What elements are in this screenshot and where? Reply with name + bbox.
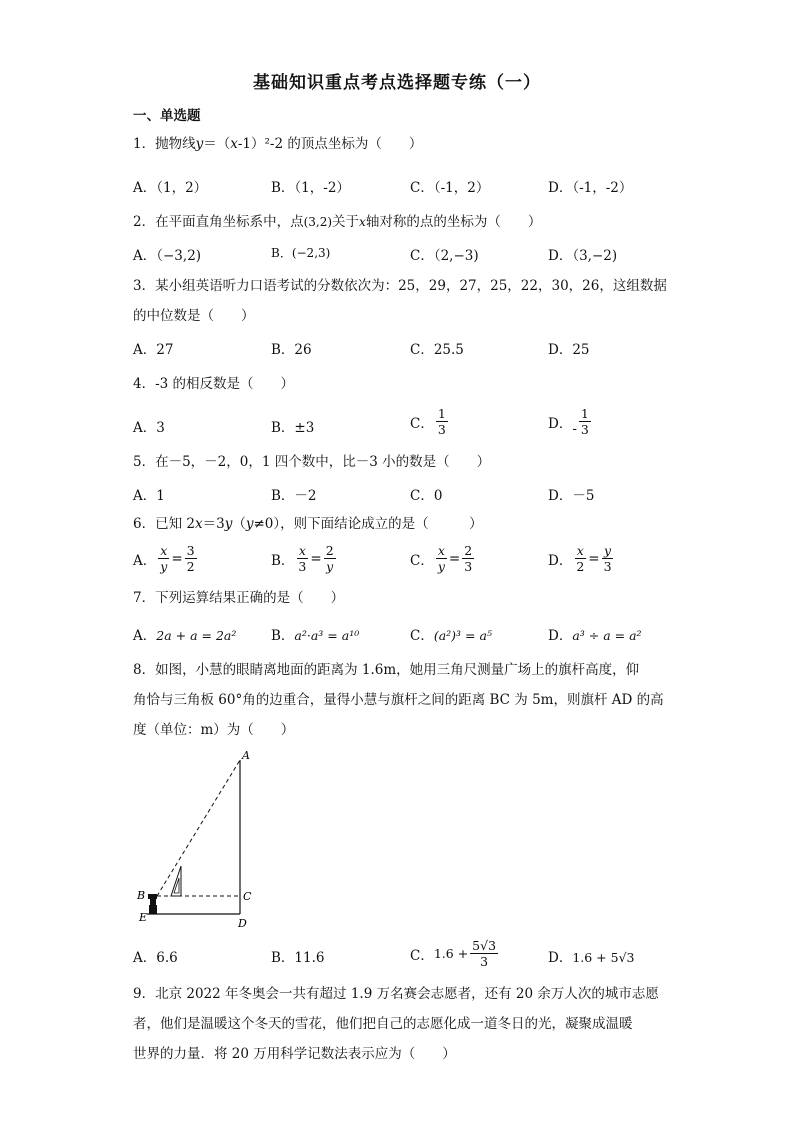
- q6-var-x: x: [194, 516, 203, 532]
- q2-text: 轴对称的点的坐标为（ ）: [365, 214, 542, 230]
- q6-b-left-fraction: [296, 543, 308, 574]
- q7-b-expression: a²·a³ = a¹⁰: [294, 628, 360, 643]
- q5-option-d[interactable]: D．－5: [548, 488, 595, 504]
- fraction-numerator: 3: [186, 543, 195, 558]
- question-6-stem: [133, 514, 483, 534]
- equals-sign: =: [171, 550, 183, 567]
- q1-option-c[interactable]: C．（-1，2）: [410, 180, 490, 196]
- fraction-denominator: 3: [580, 422, 589, 437]
- q3-option-d[interactable]: D．25: [548, 342, 590, 358]
- q4-option-b[interactable]: B．±3: [271, 420, 315, 436]
- fraction-numerator: y: [604, 543, 612, 558]
- q4-c-label: C．: [410, 415, 434, 432]
- q6-a-label: A．: [133, 552, 157, 569]
- q7-a-expression: 2a + a = 2a²: [156, 628, 237, 643]
- section-heading: 一、单选题: [133, 108, 201, 124]
- question-9-line-1: 9．北京 2022 年冬奥会一共有超过 1.9 万名赛会志愿者，还有 20 余万人次的城市志愿: [133, 986, 659, 1002]
- figure-label-b: B: [137, 889, 146, 902]
- question-8-line-2: 角恰与三角板 60°角的边重合，量得小慧与旗杆之间的距离 BC 为 5m，则旗杆 AD 的高: [133, 692, 664, 708]
- q2-option-d[interactable]: D．（3,−2): [548, 248, 618, 264]
- q2-point: (3,2): [303, 215, 333, 229]
- q4-c-fraction: [436, 406, 448, 437]
- q2-text: 关于: [332, 214, 360, 230]
- person-icon: [148, 894, 157, 914]
- q6-text: 6．已知 2: [133, 516, 195, 532]
- q6-d-label: D．: [548, 552, 573, 569]
- q6-d-right-fraction: [602, 543, 614, 574]
- q8-option-d[interactable]: [548, 946, 635, 966]
- fraction-denominator: 3: [480, 954, 489, 969]
- q3-option-c[interactable]: C．25.5: [410, 342, 464, 358]
- figure-label-a: A: [242, 749, 250, 762]
- fraction-denominator: 3: [603, 559, 612, 574]
- q7-option-b[interactable]: [271, 624, 359, 644]
- question-3-line-2: 的中位数是（ ）: [133, 308, 255, 324]
- fraction-numerator: x: [298, 543, 306, 558]
- q7-b-label: B．: [271, 628, 295, 644]
- q7-d-expression: a³ ÷ a = a²: [572, 628, 642, 643]
- q7-option-a[interactable]: [133, 624, 236, 644]
- q1-option-d[interactable]: D．（-1，-2）: [548, 180, 633, 196]
- q3-option-a[interactable]: A．27: [133, 342, 174, 358]
- question-1-stem: [133, 134, 422, 154]
- fraction-denominator: 2: [186, 559, 195, 574]
- q6-option-c[interactable]: [410, 543, 476, 574]
- question-2-stem: [133, 212, 541, 232]
- fraction-numerator: 1: [437, 406, 446, 421]
- q6-c-left-fraction: [436, 543, 447, 574]
- q8-c-prefix: 1.6 +: [433, 946, 469, 961]
- q6-a-right-fraction: [185, 543, 197, 574]
- question-4-stem: 4．-3 的相反数是（ ）: [133, 376, 295, 392]
- q6-text: ＝3: [202, 516, 225, 532]
- q1-var-x: x: [230, 136, 238, 152]
- question-3-line-1: 3．某小组英语听力口语考试的分数依次为：25，29，27，25，22，30，26，这组数据: [133, 278, 667, 294]
- q5-option-c[interactable]: C．0: [410, 488, 443, 504]
- q3-option-b[interactable]: B．26: [271, 342, 312, 358]
- q6-option-d[interactable]: [548, 543, 616, 574]
- page-title: 基础知识重点考点选择题专练（一）: [253, 73, 541, 93]
- q7-c-label: C．: [410, 628, 434, 644]
- fraction-numerator: x: [160, 543, 168, 558]
- q7-c-expression: (a²)³ = a⁵: [433, 628, 492, 643]
- fraction-numerator: 2: [325, 543, 334, 558]
- question-8-line-3: 度（单位：m）为（ ）: [133, 722, 295, 738]
- q8-option-a[interactable]: A．6.6: [133, 950, 178, 966]
- q6-b-right-fraction: [324, 543, 336, 574]
- figure-label-c: C: [243, 890, 252, 903]
- q1-text: ＝（: [203, 136, 231, 152]
- q8-c-label: C．: [410, 947, 434, 964]
- q1-option-a[interactable]: A．（1，2）: [133, 180, 208, 196]
- fraction-denominator: 3: [464, 559, 473, 574]
- equals-sign: =: [588, 550, 600, 567]
- fraction-denominator: 3: [298, 559, 307, 574]
- q4-option-a[interactable]: A．3: [133, 420, 165, 436]
- q8-d-label: D．: [548, 950, 573, 966]
- q6-a-left-fraction: [158, 543, 169, 574]
- q6-c-label: C．: [410, 552, 434, 569]
- question-9-line-3: 世界的力量．将 20 万用科学记数法表示应为（ ）: [133, 1046, 456, 1062]
- q4-option-d[interactable]: [548, 406, 593, 437]
- fraction-numerator: x: [576, 543, 584, 558]
- question-7-stem: 7．下列运算结果正确的是（ ）: [133, 590, 345, 606]
- q2-text: 2．在平面直角坐标系中，点: [133, 214, 304, 230]
- q6-text: ≠0），则下面结论成立的是（ ）: [253, 516, 483, 532]
- question-8-line-1: 8．如图，小慧的眼睛离地面的距离为 1.6m，她用三角尺测量广场上的旗杆高度，仰: [133, 662, 640, 678]
- q4-d-sign: -: [572, 420, 577, 437]
- q6-option-a[interactable]: [133, 543, 199, 574]
- fraction-denominator: 2: [576, 559, 585, 574]
- fraction-numerator: x: [437, 543, 445, 558]
- q5-option-b[interactable]: B．－2: [271, 488, 317, 504]
- q7-a-label: A．: [133, 628, 157, 644]
- equals-sign: =: [310, 550, 322, 567]
- q6-d-left-fraction: [574, 543, 586, 574]
- figure-label-d: D: [238, 917, 247, 930]
- q6-b-label: B．: [271, 552, 295, 569]
- q8-option-c[interactable]: [410, 938, 500, 969]
- q1-text: -1）²-2 的顶点坐标为（ ）: [237, 136, 423, 152]
- q6-text: （: [232, 516, 246, 532]
- q6-var-y: y: [224, 516, 233, 532]
- q2-option-b[interactable]: B．(−2,3): [271, 246, 331, 260]
- fraction-denominator: 3: [437, 422, 446, 437]
- q7-option-d[interactable]: [548, 624, 642, 644]
- q1-text: 1．抛物线: [133, 136, 196, 152]
- q8-option-b[interactable]: B．11.6: [271, 950, 325, 966]
- q6-c-right-fraction: [462, 543, 474, 574]
- q6-var-y: y: [245, 516, 254, 532]
- sight-line: [157, 760, 240, 896]
- q2-var-x: x: [359, 215, 366, 229]
- q6-option-b[interactable]: [271, 543, 338, 574]
- q5-option-a[interactable]: A．1: [133, 488, 165, 504]
- q4-d-fraction: [579, 406, 591, 437]
- q4-d-label: D．: [548, 415, 573, 432]
- q4-option-c[interactable]: [410, 406, 450, 437]
- flagpole-triangle-figure: [133, 748, 263, 930]
- q8-d-expression: 1.6 + 5√3: [572, 950, 635, 965]
- figure-label-e: E: [139, 911, 148, 924]
- q8-c-fraction: [470, 938, 498, 969]
- q2-option-c[interactable]: C．（2,−3): [410, 248, 479, 264]
- fraction-numerator: 2: [464, 543, 473, 558]
- fraction-denominator: y: [326, 559, 334, 574]
- q2-option-a[interactable]: A．（−3,2): [133, 248, 202, 264]
- q7-option-c[interactable]: [410, 624, 492, 644]
- q1-var-y: y: [195, 136, 204, 152]
- q7-d-label: D．: [548, 628, 573, 644]
- fraction-numerator: 1: [580, 406, 589, 421]
- equals-sign: =: [448, 550, 461, 567]
- fraction-denominator: y: [160, 559, 168, 574]
- question-5-stem: 5．在－5，－2，0，1 四个数中，比－3 小的数是（ ）: [133, 454, 491, 470]
- question-9-line-2: 者，他们是温暖这个冬天的雪花，他们把自己的志愿化成一道冬日的光，凝聚成温暖: [133, 1016, 633, 1032]
- fraction-numerator: 5√3: [472, 938, 497, 953]
- q1-option-b[interactable]: B．（1，-2）: [271, 180, 350, 196]
- fraction-denominator: y: [437, 559, 445, 574]
